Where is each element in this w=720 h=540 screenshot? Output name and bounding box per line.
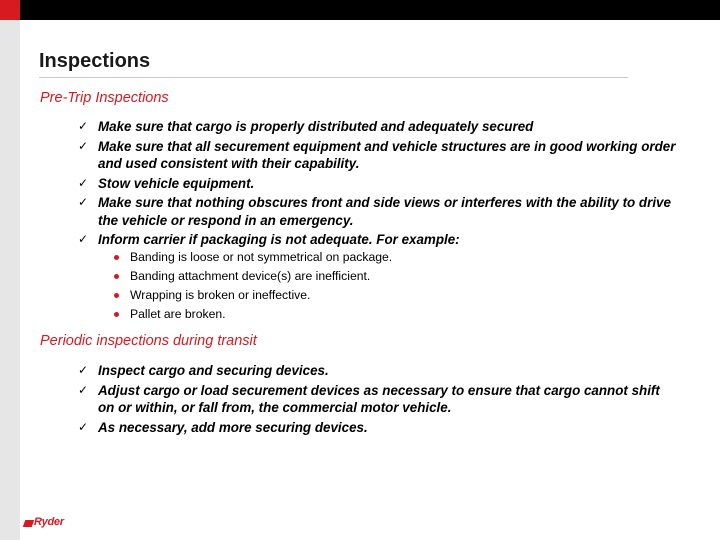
top-bar — [20, 0, 720, 20]
list-item-text: Make sure that cargo is properly distributed and adequately secured — [98, 119, 534, 134]
list-item-text: Pallet are broken. — [130, 307, 226, 321]
list-item — [78, 362, 678, 380]
section-heading-periodic: Periodic inspections during transit — [40, 333, 257, 349]
list-item-text: Banding attachment device(s) are inefficient. — [130, 269, 371, 283]
checkmark-icon: ✓ — [78, 232, 89, 246]
list-item-text: Wrapping is broken or ineffective. — [130, 288, 311, 302]
top-bar-accent — [0, 0, 20, 20]
list-item — [78, 175, 678, 193]
checkmark-icon: ✓ — [78, 195, 89, 209]
bullet-dot-icon — [114, 274, 119, 279]
bullet-dot-icon — [114, 255, 119, 260]
checkmark-icon: ✓ — [78, 419, 89, 434]
list-item-text: Banding is loose or not symmetrical on package. — [130, 250, 393, 264]
logo-text: Ryder — [34, 516, 64, 528]
list-item-text: Make sure that nothing obscures front and side views or interferes with the ability to drive the vehicle or respond in an emergency. — [98, 195, 671, 228]
list-item-text: As necessary, add more securing devices. — [98, 419, 368, 435]
checkmark-icon: ✓ — [78, 382, 89, 397]
list-item — [114, 288, 614, 303]
bullet-dot-icon — [114, 312, 119, 317]
list-item-text: Make sure that all securement equipment and vehicle structures are in good working order and used consistent with their capability. — [98, 138, 676, 171]
list-item — [114, 250, 614, 265]
pre-trip-checklist — [78, 118, 678, 251]
list-item — [78, 138, 678, 173]
list-item — [114, 307, 614, 322]
checkmark-icon: ✓ — [78, 363, 89, 377]
list-item-text: Inspect cargo and securing devices. — [98, 363, 329, 378]
list-item-text: Adjust cargo or load securement devices as necessary to ensure that cargo cannot shift on or within, or fall from, the commercial motor vehicle. — [98, 382, 660, 415]
list-item — [78, 194, 678, 229]
list-item-text: Inform carrier if packaging is not adequate. For example: — [98, 232, 460, 247]
ryder-logo — [24, 516, 76, 532]
checkmark-icon: ✓ — [78, 119, 89, 133]
bullet-dot-icon — [114, 293, 119, 298]
checkmark-icon: ✓ — [78, 175, 89, 190]
logo-swoosh-icon — [23, 520, 35, 527]
list-item — [78, 382, 678, 417]
section-heading-pre-trip: Pre-Trip Inspections — [40, 90, 169, 106]
packaging-examples-list — [114, 250, 614, 326]
list-item — [78, 118, 678, 136]
page-title: Inspections — [39, 50, 151, 72]
left-side-band — [0, 20, 20, 540]
checkmark-icon: ✓ — [78, 138, 89, 153]
title-divider — [39, 77, 628, 78]
list-item — [78, 231, 678, 249]
list-item — [114, 269, 614, 284]
list-item-text: Stow vehicle equipment. — [98, 175, 255, 191]
periodic-checklist — [78, 362, 678, 438]
list-item — [78, 419, 678, 437]
